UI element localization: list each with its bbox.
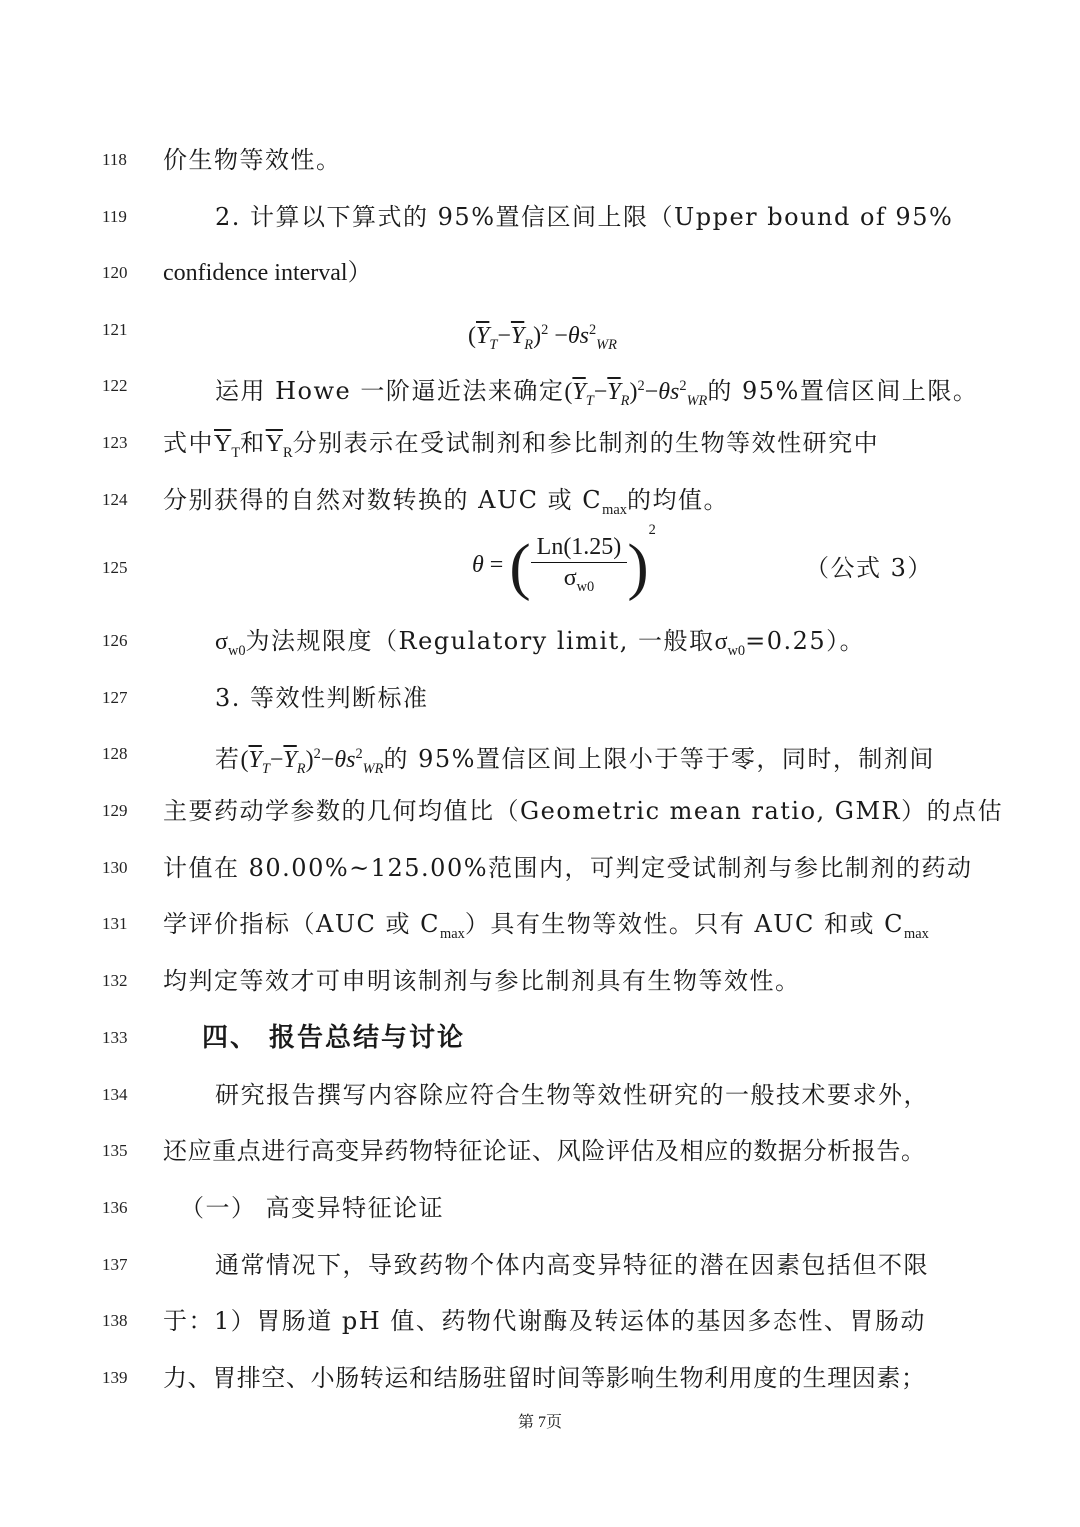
line-text: 计值在 80.00%~125.00%范围内，可判定受试制剂与参比制剂的药动 bbox=[163, 854, 973, 882]
line-number: 120 bbox=[102, 263, 128, 282]
line-text: 均判定等效才可申明该制剂与参比制剂具有生物等效性。 bbox=[163, 967, 801, 995]
line-123 bbox=[0, 423, 1080, 463]
line-139 bbox=[0, 1358, 1080, 1398]
line-text: 运用 Howe 一阶逼近法来确定$(\overline{Y}_T-\overline{Y}_R)^2-\theta s^2_{WR}$的 95%置信区间上限。 bbox=[215, 377, 979, 409]
line-text: confidence interval） bbox=[163, 260, 372, 286]
line-number: 133 bbox=[102, 1028, 128, 1047]
line-number: 135 bbox=[102, 1141, 128, 1160]
line-text: 力、胃排空、小肠转运和结肠驻留时间等影响生物利用度的生理因素； bbox=[163, 1364, 926, 1392]
line-124 bbox=[0, 480, 1080, 520]
line-136 bbox=[0, 1188, 1080, 1228]
line-text: 若$(\overline{Y}_T-\overline{Y}_R)^2-\theta s^2_{WR}$的 95%置信区间上限小于等于零，同时，制剂间 bbox=[215, 745, 935, 777]
line-number: 139 bbox=[102, 1368, 128, 1387]
line-135 bbox=[0, 1131, 1080, 1171]
line-text: 主要药动学参数的几何均值比（Geometric mean ratio, GMR）的点估 bbox=[163, 797, 1004, 825]
line-number: 138 bbox=[102, 1311, 128, 1330]
line-text: 于：1）胃肠道 pH 值、药物代谢酶及转运体的基因多态性、胃肠动 bbox=[163, 1307, 926, 1335]
line-number: 122 bbox=[102, 376, 128, 395]
line-127 bbox=[0, 678, 1080, 718]
line-number: 127 bbox=[102, 688, 128, 707]
formula-variance-difference: $(\overline{Y}_T-\overline{Y}_R)^2 -\theta s^2_{WR}$ bbox=[468, 322, 617, 353]
line-text: 分别获得的自然对数转换的 AUC 或 $C_{max}$的均值。 bbox=[163, 486, 729, 518]
line-text: 价生物等效性。 bbox=[163, 146, 342, 174]
line-133 bbox=[0, 1018, 1080, 1058]
inline-formula: $(\overline{Y}_T-\overline{Y}_R)^2-\theta s^2_{WR}$ bbox=[240, 746, 384, 777]
line-126 bbox=[0, 621, 1080, 661]
page-footer: 第 7页 bbox=[517, 1414, 562, 1431]
line-122 bbox=[0, 366, 1080, 409]
line-number: 128 bbox=[102, 744, 128, 763]
line-138 bbox=[0, 1301, 1080, 1341]
line-number: 124 bbox=[102, 490, 128, 509]
line-number: 129 bbox=[102, 801, 128, 820]
line-number: 130 bbox=[102, 858, 128, 877]
line-number: 118 bbox=[102, 150, 127, 169]
line-118 bbox=[0, 140, 1080, 180]
line-number: 136 bbox=[102, 1198, 128, 1217]
line-130 bbox=[0, 848, 1080, 888]
line-number: 132 bbox=[102, 971, 128, 990]
line-120 bbox=[0, 253, 1080, 293]
line-text: 还应重点进行高变异药物特征论证、风险评估及相应的数据分析报告。 bbox=[163, 1137, 926, 1165]
line-number: 123 bbox=[102, 433, 128, 452]
line-number: 125 bbox=[102, 558, 128, 577]
subsection-heading: （一） 高变异特征论证 bbox=[180, 1194, 445, 1222]
formula-label: （公式 3） bbox=[805, 554, 933, 582]
line-number: 134 bbox=[102, 1085, 128, 1104]
formula-theta: θ = ( $\frac{Ln(1.25)}{\sigma_{w0}}$ )$^2$ bbox=[472, 522, 656, 602]
line-134 bbox=[0, 1075, 1080, 1115]
line-131 bbox=[0, 904, 1080, 944]
line-text: 3. 等效性判断标准 bbox=[215, 684, 429, 712]
line-129 bbox=[0, 791, 1080, 831]
line-number: 131 bbox=[102, 914, 128, 933]
line-text: 通常情况下，导致药物个体内高变异特征的潜在因素包括但不限 bbox=[215, 1251, 929, 1279]
line-number: 137 bbox=[102, 1255, 128, 1274]
line-number: 121 bbox=[102, 320, 128, 339]
line-132 bbox=[0, 961, 1080, 1001]
section-heading: 四、 报告总结与讨论 bbox=[202, 1023, 466, 1053]
line-text: $\sigma_{w0}$为法规限度（Regulatory limit, 一般取$\sigma_{w0}=0.25$）。 bbox=[215, 627, 866, 659]
line-text: 式中$\overline{Y}_T$和$\overline{Y}_R$分别表示在受试制剂和参比制剂的生物等效性研究中 bbox=[163, 429, 880, 461]
line-number: 119 bbox=[102, 207, 127, 226]
line-119 bbox=[0, 197, 1080, 237]
line-121 bbox=[0, 310, 1080, 353]
line-text: 2. 计算以下算式的 95%置信区间上限（Upper bound of 95% bbox=[215, 203, 954, 231]
line-128 bbox=[0, 734, 1080, 777]
line-text: 研究报告撰写内容除应符合生物等效性研究的一般技术要求外， bbox=[215, 1081, 929, 1109]
line-number: 126 bbox=[102, 631, 128, 650]
inline-formula: $(\overline{Y}_T-\overline{Y}_R)^2-\theta s^2_{WR}$ bbox=[564, 378, 708, 409]
line-125 bbox=[0, 522, 1080, 602]
line-text: 学评价指标（AUC 或 $C_{max}$）具有生物等效性。只有 AUC 和或 $C_{max}$ bbox=[163, 910, 929, 942]
line-137 bbox=[0, 1245, 1080, 1285]
